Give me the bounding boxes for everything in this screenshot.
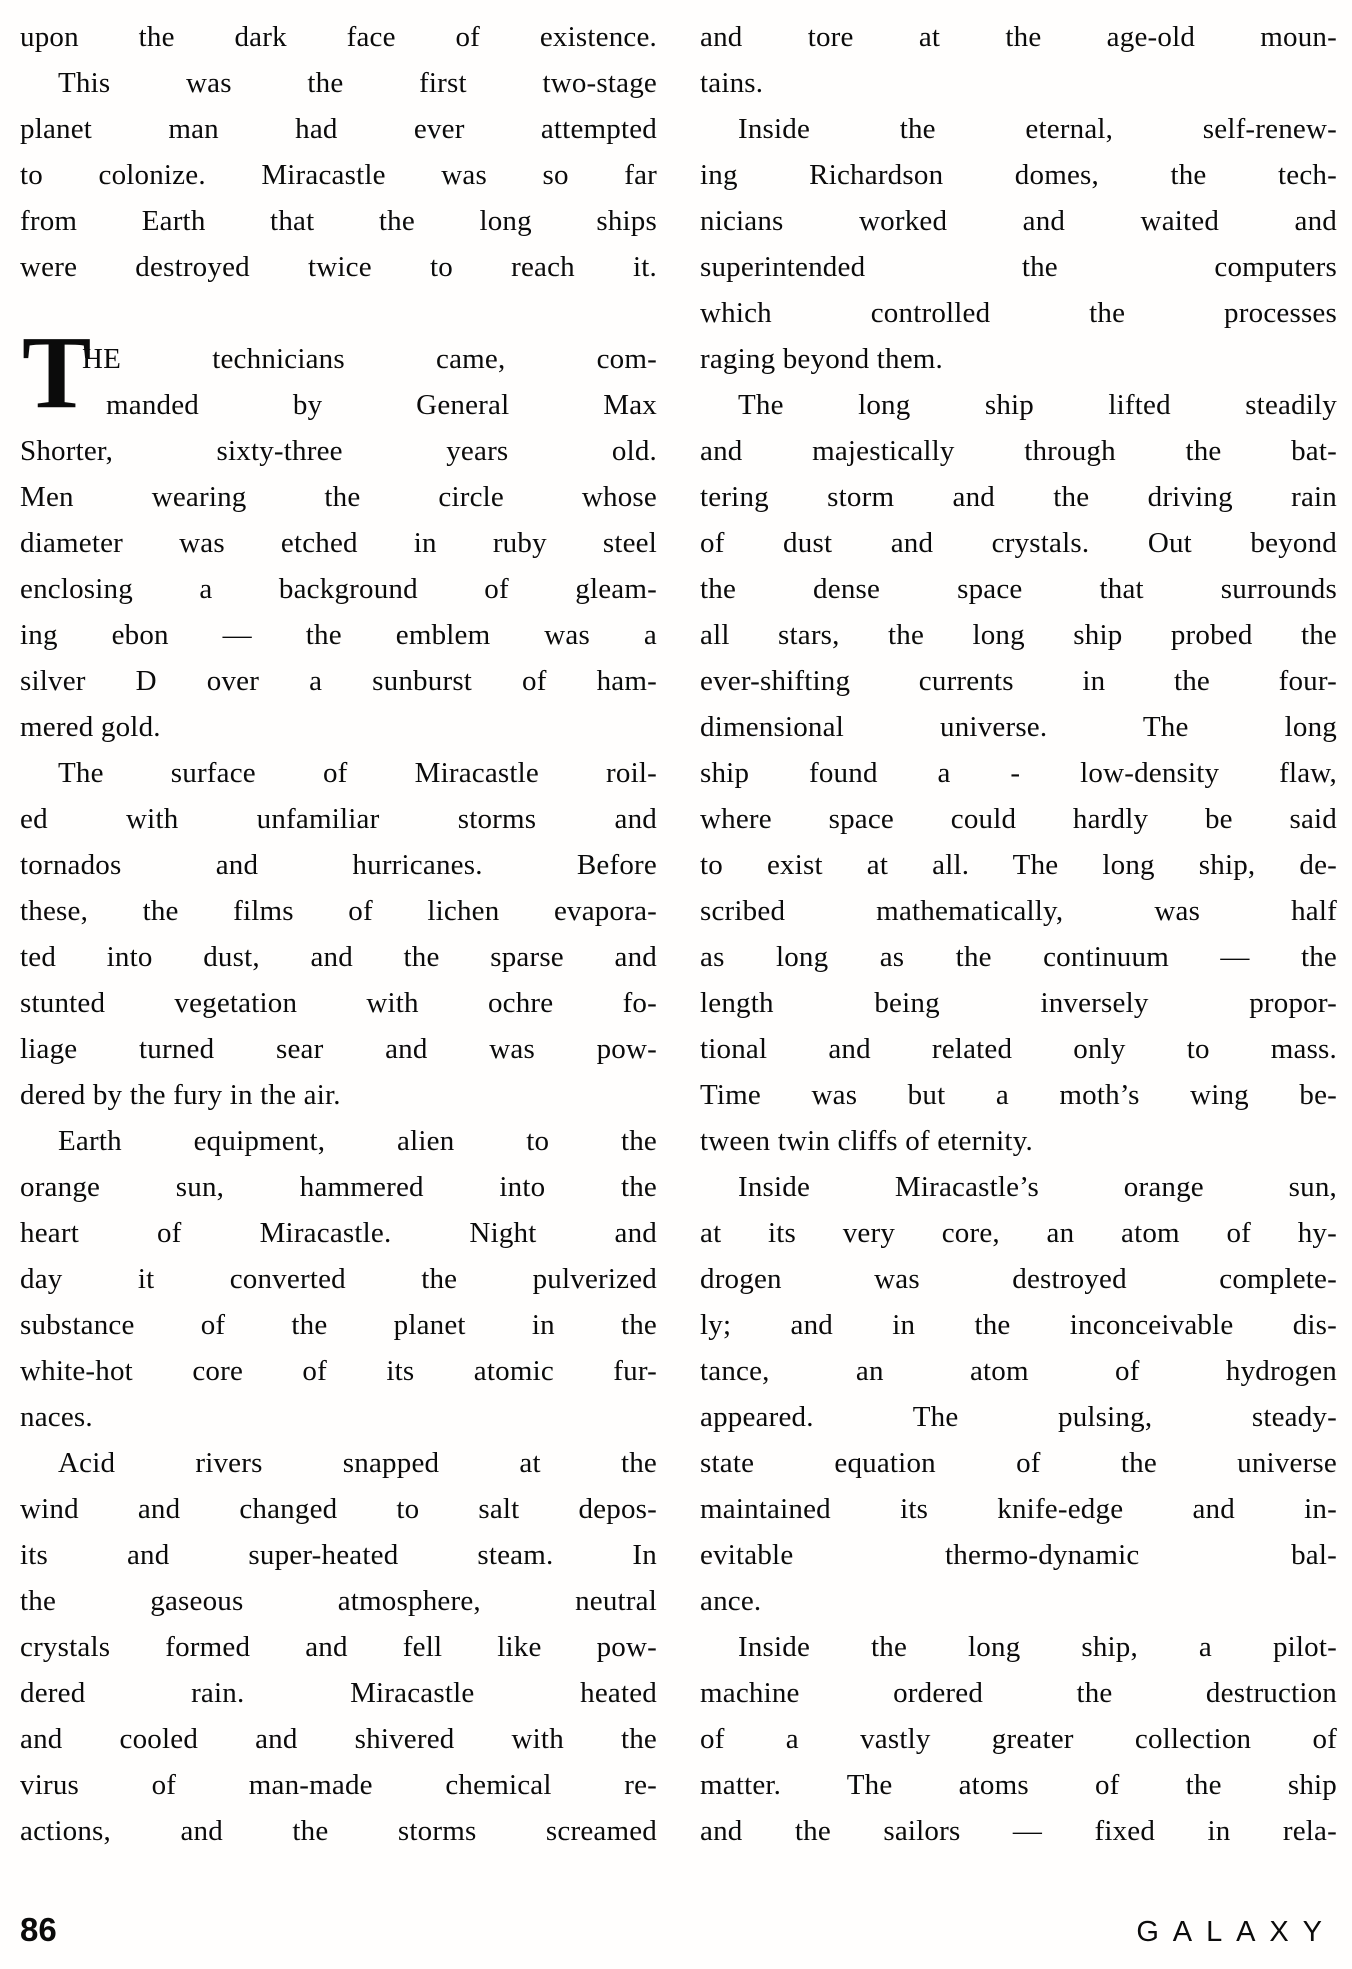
text-line: to colonize. Miracastle was so far [20, 159, 657, 191]
text-line: machine ordered the destruction [700, 1677, 1337, 1709]
text-line: the gaseous atmosphere, neutral [20, 1585, 657, 1617]
text-line: day it converted the pulverized [20, 1263, 657, 1295]
text-line: crystals formed and fell like pow- [20, 1631, 657, 1663]
text-line: Shorter, sixty-three years old. [20, 435, 657, 467]
text-line: all stars, the long ship probed the [700, 619, 1337, 651]
text-line: ed with unfamiliar storms and [20, 803, 657, 835]
column-right [700, 14, 1337, 1854]
text-line: The surface of Miracastle roil- [58, 757, 657, 789]
text-line: and cooled and shivered with the [20, 1723, 657, 1755]
text-line: dered rain. Miracastle heated [20, 1677, 657, 1709]
text-line: state equation of the universe [700, 1447, 1337, 1479]
page-footer [20, 1911, 1337, 1949]
text-line: Time was but a moth’s wing be- [700, 1079, 1337, 1111]
text-line: Inside Miracastle’s orange sun, [738, 1171, 1337, 1203]
text-line: substance of the planet in the [20, 1309, 657, 1341]
text-line: upon the dark face of existence. [20, 21, 657, 53]
text-line: The long ship lifted steadily [738, 389, 1337, 421]
text-line: naces. [20, 1401, 93, 1433]
text-line: actions, and the storms screamed [20, 1815, 657, 1847]
text-line: ance. [700, 1585, 762, 1617]
text-line: to exist at all. The long ship, de- [700, 849, 1337, 881]
text-line: maintained its knife-edge and in- [700, 1493, 1337, 1525]
paragraph [700, 1164, 1337, 1624]
text-line: evitable thermo-dynamic bal- [700, 1539, 1337, 1571]
text-line: silver D over a sunburst of ham- [20, 665, 657, 697]
text-line: nicians worked and waited and [700, 205, 1337, 237]
text-line: heart of Miracastle. Night and [20, 1217, 657, 1249]
text-line: tween twin cliffs of eternity. [700, 1125, 1033, 1157]
text-line: tornados and hurricanes. Before [20, 849, 657, 881]
text-line: the dense space that surrounds [700, 573, 1337, 605]
text-line: dered by the fury in the air. [20, 1079, 341, 1111]
text-line: which controlled the processes [700, 297, 1337, 329]
text-line: of a vastly greater collection of [700, 1723, 1337, 1755]
text-line: wind and changed to salt depos- [20, 1493, 657, 1525]
text-line: stunted vegetation with ochre fo- [20, 987, 657, 1019]
text-line: ly; and in the inconceivable dis- [700, 1309, 1337, 1341]
text-line: diameter was etched in ruby steel [20, 527, 657, 559]
column-left [20, 14, 657, 1854]
paragraph [20, 14, 657, 60]
text-line: Inside the long ship, a pilot- [738, 1631, 1337, 1663]
paragraph [700, 106, 1337, 382]
text-line: from Earth that the long ships [20, 205, 657, 237]
paragraph [20, 1118, 657, 1440]
text-columns [20, 14, 1337, 1854]
text-line: Acid rivers snapped at the [58, 1447, 657, 1479]
text-line: and the sailors — fixed in rela- [700, 1815, 1337, 1847]
text-line: white-hot core of its atomic fur- [20, 1355, 657, 1387]
paragraph [20, 315, 657, 750]
text-line: HE technicians came, com- [82, 343, 657, 375]
text-line: its and super-heated steam. In [20, 1539, 657, 1571]
text-line: where space could hardly be said [700, 803, 1337, 835]
text-line: ship found a - low-density flaw, [700, 757, 1337, 789]
text-line: length being inversely propor- [700, 987, 1337, 1019]
text-line: ted into dust, and the sparse and [20, 941, 657, 973]
text-line: tional and related only to mass. [700, 1033, 1337, 1065]
text-line: mered gold. [20, 711, 161, 743]
magazine-title: GALAXY [1136, 1916, 1336, 1948]
text-line: raging beyond them. [700, 343, 943, 375]
text-line: manded by General Max [106, 389, 657, 421]
text-line: scribed mathematically, was half [700, 895, 1337, 927]
paragraph [700, 1624, 1337, 1854]
text-line: and tore at the age-old moun- [700, 21, 1337, 53]
text-line: these, the films of lichen evapora- [20, 895, 657, 927]
text-line: and majestically through the bat- [700, 435, 1337, 467]
text-line: Inside the eternal, self-renew- [738, 113, 1337, 145]
text-line: dimensional universe. The long [700, 711, 1337, 743]
text-line: tains. [700, 67, 764, 99]
text-line: planet man had ever attempted [20, 113, 657, 145]
drop-cap: T [22, 315, 92, 430]
text-line: tance, an atom of hydrogen [700, 1355, 1337, 1387]
text-line: matter. The atoms of the ship [700, 1769, 1337, 1801]
text-line: ing ebon — the emblem was a [20, 619, 657, 651]
text-line: ever-shifting currents in the four- [700, 665, 1337, 697]
paragraph [700, 14, 1337, 106]
paragraph [20, 60, 657, 290]
text-line: This was the first two-stage [58, 67, 657, 99]
page-number: 86 [20, 1911, 57, 1948]
text-line: enclosing a background of gleam- [20, 573, 657, 605]
text-line: appeared. The pulsing, steady- [700, 1401, 1337, 1433]
text-line: of dust and crystals. Out beyond [700, 527, 1337, 559]
text-line: virus of man-made chemical re- [20, 1769, 657, 1801]
text-line: drogen was destroyed complete- [700, 1263, 1337, 1295]
paragraph [20, 750, 657, 1118]
text-line: liage turned sear and was pow- [20, 1033, 657, 1065]
text-line: Earth equipment, alien to the [58, 1125, 657, 1157]
text-line: tering storm and the driving rain [700, 481, 1337, 513]
text-line: as long as the continuum — the [700, 941, 1337, 973]
text-line: at its very core, an atom of hy- [700, 1217, 1337, 1249]
text-line: orange sun, hammered into the [20, 1171, 657, 1203]
text-line: Men wearing the circle whose [20, 481, 657, 513]
paragraph [20, 1440, 657, 1854]
paragraph [700, 382, 1337, 1164]
text-line: ing Richardson domes, the tech- [700, 159, 1337, 191]
text-line: superintended the computers [700, 251, 1337, 283]
text-line: were destroyed twice to reach it. [20, 251, 657, 283]
